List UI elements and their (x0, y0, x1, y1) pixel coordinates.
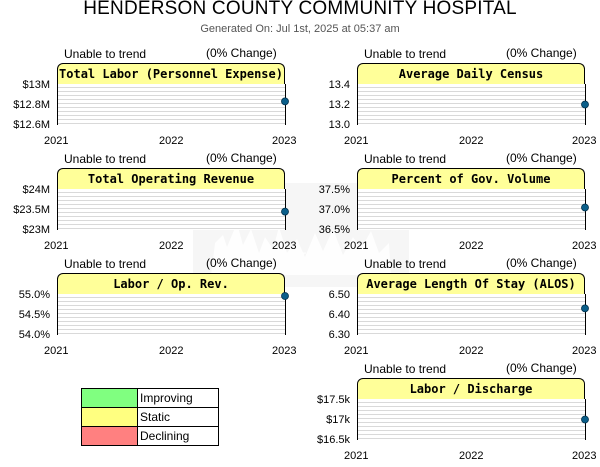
y-tick-label: 6.50 (328, 289, 350, 301)
y-tick-label: $17.5k (316, 394, 350, 406)
data-point (282, 98, 289, 105)
change-percent: (0% Change) (506, 361, 577, 375)
data-point (582, 416, 589, 423)
y-tick-label: $17k (326, 414, 350, 426)
y-tick-label: $12.8M (13, 99, 50, 111)
chart-panel (318, 151, 600, 257)
plot-area (57, 189, 286, 230)
x-tick-label: 2023 (572, 450, 597, 462)
y-tick-label: $13M (22, 79, 50, 91)
page-title: HENDERSON COUNTY COMMUNITY HOSPITAL (83, 0, 517, 19)
chart-title: Average Daily Census (357, 63, 585, 84)
data-layer (358, 399, 585, 440)
change-percent: (0% Change) (506, 46, 577, 60)
svg-text:WR: WR (283, 250, 323, 275)
y-tick-label: $23M (22, 224, 50, 236)
trend-status: Unable to trend (64, 152, 147, 166)
y-tick-label: 37.5% (318, 184, 350, 196)
legend-swatch (82, 389, 138, 407)
x-tick-label: 2023 (572, 240, 597, 252)
data-point (282, 293, 289, 300)
data-point (282, 208, 289, 215)
trend-status: Unable to trend (364, 152, 447, 166)
legend-item-improving (82, 389, 218, 408)
data-layer (358, 189, 585, 230)
chart-title: Labor / Op. Rev. (57, 273, 285, 294)
x-tick-label: 2021 (44, 240, 69, 252)
data-layer (58, 84, 285, 125)
y-tick-label: 37.0% (318, 204, 350, 216)
x-tick-label: 2023 (572, 135, 597, 147)
x-tick-label: 2023 (272, 135, 297, 147)
change-percent: (0% Change) (506, 256, 577, 270)
trend-status: Unable to trend (364, 47, 447, 61)
y-tick-label: $12.6M (13, 119, 50, 131)
change-percent: (0% Change) (206, 256, 277, 270)
plot-area (357, 294, 586, 335)
x-tick-label: 2022 (459, 345, 484, 357)
legend (81, 388, 219, 446)
x-tick-label: 2021 (344, 345, 369, 357)
chart-panel (328, 256, 600, 362)
generated-date: Generated On: Jul 1st, 2025 at 05:37 am (200, 23, 400, 35)
x-tick-label: 2022 (459, 135, 484, 147)
x-tick-label: 2021 (44, 345, 69, 357)
data-point (582, 204, 589, 211)
data-point (582, 305, 589, 312)
y-tick-label: 55.0% (18, 289, 50, 301)
plot-area (57, 84, 286, 125)
y-tick-label: 13.0 (328, 119, 350, 131)
change-percent: (0% Change) (506, 151, 577, 165)
x-tick-label: 2023 (272, 345, 297, 357)
y-tick-label: 54.0% (18, 329, 50, 341)
y-tick-label: 13.4 (328, 79, 350, 91)
x-tick-label: 2022 (159, 240, 184, 252)
trend-status: Unable to trend (64, 257, 147, 271)
data-point (582, 101, 589, 108)
x-tick-label: 2021 (344, 240, 369, 252)
change-percent: (0% Change) (206, 46, 277, 60)
legend-label: Static (140, 410, 171, 424)
x-tick-label: 2022 (459, 240, 484, 252)
y-tick-label: 36.5% (318, 224, 350, 236)
y-tick-label: 54.5% (18, 309, 50, 321)
x-tick-label: 2022 (159, 345, 184, 357)
x-tick-label: 2022 (159, 135, 184, 147)
data-layer (58, 294, 285, 335)
legend-swatch (82, 427, 138, 445)
plot-area (357, 399, 586, 440)
y-tick-label: 13.2 (328, 99, 350, 111)
change-percent: (0% Change) (206, 151, 277, 165)
y-tick-label: $23.5M (13, 204, 50, 216)
chart-title: Percent of Gov. Volume (357, 168, 585, 189)
legend-item-declining (82, 427, 218, 446)
data-layer (358, 84, 585, 125)
chart-title: Average Length Of Stay (ALOS) (357, 273, 585, 294)
trend-status: Unable to trend (364, 257, 447, 271)
x-tick-label: 2021 (344, 450, 369, 462)
legend-label: Improving (140, 391, 193, 405)
x-tick-label: 2021 (344, 135, 369, 147)
x-tick-label: 2023 (272, 240, 297, 252)
plot-area (57, 294, 286, 335)
y-tick-label: $16.5k (316, 434, 350, 446)
plot-area (357, 84, 586, 125)
plot-area (357, 189, 586, 230)
x-tick-label: 2023 (572, 345, 597, 357)
trend-status: Unable to trend (64, 47, 147, 61)
trend-status: Unable to trend (364, 362, 447, 376)
legend-label: Declining (140, 429, 190, 443)
y-tick-label: 6.40 (328, 309, 350, 321)
y-tick-label: 6.30 (328, 329, 350, 341)
chart-panel (328, 46, 600, 152)
data-layer (58, 189, 285, 230)
x-tick-label: 2022 (459, 450, 484, 462)
legend-swatch (82, 408, 138, 426)
chart-title: Total Operating Revenue (57, 168, 285, 189)
chart-title: Total Labor (Personnel Expense) (57, 63, 285, 84)
legend-item-static (82, 408, 218, 427)
data-layer (358, 294, 585, 335)
x-tick-label: 2021 (44, 135, 69, 147)
y-tick-label: $24M (22, 184, 50, 196)
chart-title: Labor / Discharge (357, 378, 585, 399)
chart-panel (316, 361, 600, 467)
